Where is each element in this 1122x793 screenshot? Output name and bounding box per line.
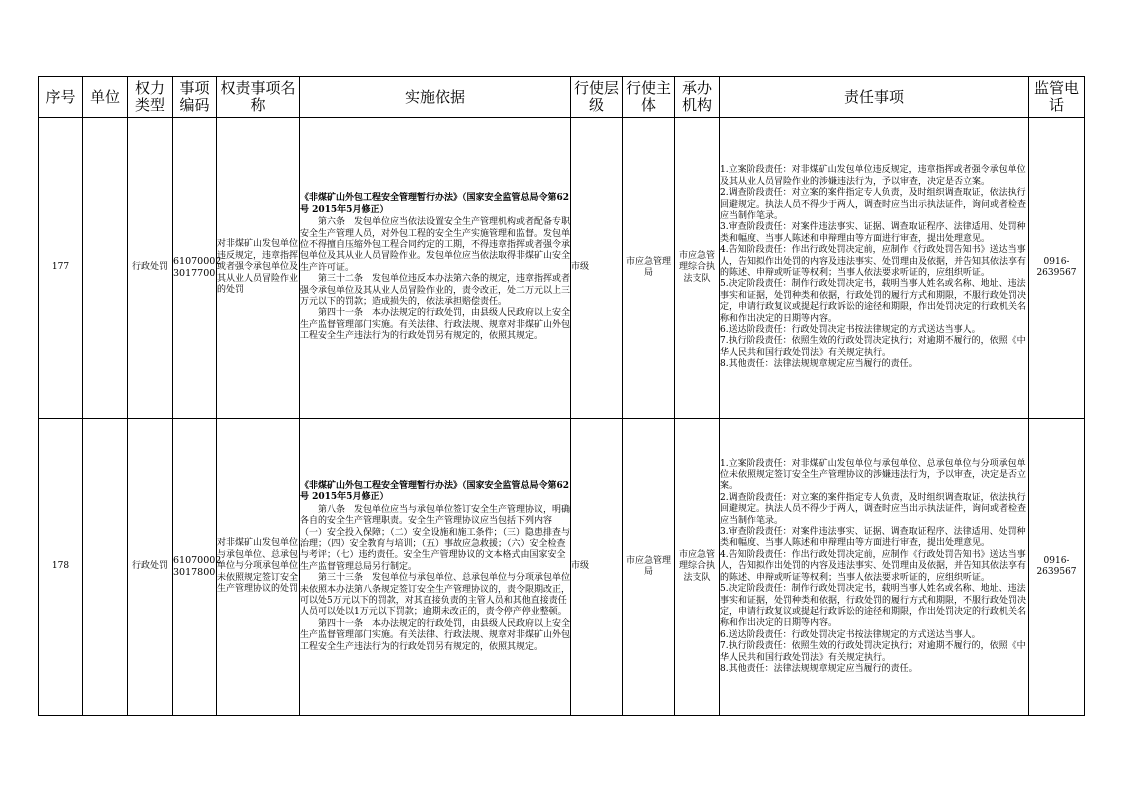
basis-title: 《非煤矿山外包工程安全管理暂行办法》（国家安全监管总局令第62号 2015年5月修正） [300,193,570,215]
responsibility-item: 2.调查阶段责任：对立案的案件指定专人负责，及时组织调查取证，依法执行回避规定。执法人员不得少于两人，调查时应当出示执法证件，询问或者检查应当制作笔录。 [720,492,1027,526]
cell-responsibility [720,118,1029,419]
cell-unit [83,118,128,419]
responsibility-item: 3.审查阶段责任：对案件违法事实、证据、调查取证程序、法律适用、处罚种类和幅度、当事人陈述和申辩理由等方面进行审查，提出处理意见。 [720,222,1026,244]
cell-subject: 市应急管理局 [623,118,675,419]
basis-paragraph: 第四十一条 本办法规定的行政处罚，由县级人民政府以上安全生产监督管理部门实施。有关法律、行政法规、规章对非煤矿山外包工程安全生产违法行为的行政处罚另有规定的，依照其规定。 [300,618,571,652]
responsibility-item: 6.送达阶段责任：行政处罚决定书按法律规定的方式送达当事人。 [720,629,981,640]
responsibility-item: 2.调查阶段责任：对立案的案件指定专人负责，及时组织调查取证，依法执行回避规定。执法人员不得少于两人，调查时应当出示执法证件，询问或者检查应当制作笔录。 [720,188,1027,221]
basis-paragraph: 第八条 发包单位应当与承包单位签订安全生产管理协议，明确各自的安全生产管理职责。安全生产管理协议应当包括下列内容（一）安全投入保障；（二）安全设施和施工条件；（三）隐患排查与治理；（四）安全教育与培训；（五）事故应急救援；（六）安全检查与考评；（七）违约责任。安全生产管理协议的文本格式由国家安全生产监督管理总局另行制定。 [300,504,571,572]
cell-level: 市级 [571,419,623,716]
cell-power-type: 行政处罚 [128,118,173,419]
cell-org: 市应急管理综合执法支队 [675,419,720,716]
header-item-code: 事项编码 [173,77,217,118]
responsibility-item: 7.执行阶段责任：依照生效的行政处罚决定执行；对逾期不履行的，依照《中华人民共和国行政处罚法》有关规定执行。 [720,336,1026,358]
responsibility-item: 4.告知阶段责任：作出行政处罚决定前，应制作《行政处罚告知书》送达当事人，告知拟作出处罚的内容及违法事实、处罚理由及依据，并告知其依法享有的陈述、申辩或听证等权利；当事人依法要求听证的，应组织听证。 [720,245,1027,278]
responsibility-item: 3.审查阶段责任：对案件违法事实、证据、调查取证程序、法律适用、处罚种类和幅度、当事人陈述和申辩理由等方面进行审查，提出处理意见。 [720,527,1026,549]
header-responsibility: 责任事项 [720,77,1029,118]
cell-phone: 0916-2639567 [1029,118,1085,419]
header-phone: 监管电话 [1029,77,1085,118]
cell-org: 市应急管理综合执法支队 [675,118,720,419]
header-seq: 序号 [39,77,83,118]
table-row [39,118,1085,419]
responsibility-item: 5.决定阶段责任：制作行政处罚决定书，载明当事人姓名或名称、地址、违法事实和证据，处罚种类和依据，行政处罚的履行方式和期限，不服行政处罚决定，申请行政复议或提起行政诉讼的途径和期限，作出处罚决定的行政机关名称和作出决定的日期等内容。 [720,584,1027,629]
header-basis: 实施依据 [300,77,571,118]
basis-paragraph: 第四十一条 本办法规定的行政处罚，由县级人民政府以上安全生产监督管理部门实施。有关法律、行政法规、规章对非煤矿山外包工程安全生产违法行为的行政处罚另有规定的，依照其规定。 [300,308,571,342]
cell-item-name: 对非煤矿山发包单位与承包单位、总承包单位与分项承包单位未依照规定签订安全生产管理协议的处罚 [217,419,300,716]
responsibility-item: 7.执行阶段责任：依照生效的行政处罚决定执行；对逾期不履行的，依照《中华人民共和国行政处罚法》有关规定执行。 [720,641,1026,663]
cell-level: 市级 [571,118,623,419]
basis-paragraph: 第三十三条 发包单位与承包单位、总承包单位与分项承包单位未依照本办法第八条规定签订安全生产管理协议的，责令限期改正，可以处5万元以下的罚款，对其直接负责的主管人员和其他直接责任人员可以处以1万元以下罚款；逾期未改正的，责令停产停业整顿。 [300,573,571,618]
header-unit: 单位 [83,77,128,118]
responsibility-item: 5.决定阶段责任：制作行政处罚决定书，载明当事人姓名或名称、地址、违法事实和证据，处罚种类和依据，行政处罚的履行方式和期限，不服行政处罚决定，申请行政复议或提起行政诉讼的途径和期限，作出处罚决定的行政机关名称和作出决定的日期等内容。 [720,279,1027,324]
power-responsibility-table [38,76,1085,716]
basis-title: 《非煤矿山外包工程安全管理暂行办法》（国家安全监管总局令第62号 2015年5月修正） [300,480,570,503]
responsibility-item: 4.告知阶段责任：作出行政处罚决定前，应制作《行政处罚告知书》送达当事人，告知拟作出处罚的内容及违法事实、处罚理由及依据，并告知其依法享有的陈述、申辩或听证等权利；当事人依法要求听证的，应组织听证。 [720,549,1027,583]
responsibility-item: 8.其他责任：法律法规规章规定应当履行的责任。 [720,359,918,370]
cell-unit [83,419,128,716]
cell-basis [300,118,571,419]
cell-item-code: 61070002 3017800 [173,419,217,716]
responsibility-item: 1.立案阶段责任：对非煤矿山发包单位违反规定，违章指挥或者强令承包单位及其从业人员冒险作业的涉嫌违法行为，予以审查，决定是否立案。 [720,165,1026,187]
basis-paragraph: 第六条 发包单位应当依法设置安全生产管理机构或者配备专职安全生产管理人员，对外包工程的安全生产实施管理和监督。发包单位不得擅自压缩外包工程合同约定的工期，不得违章指挥或者强令承包单位及其从业人员冒险作业。发包单位应当依法取得非煤矿山安全生产许可证。 [300,217,571,273]
responsibility-item: 8.其他责任：法律法规规章规定应当履行的责任。 [720,663,918,674]
cell-power-type: 行政处罚 [128,419,173,716]
cell-seq: 177 [39,118,83,419]
header-row [39,77,1085,118]
cell-phone: 0916-2639567 [1029,419,1085,716]
header-org: 承办机构 [675,77,720,118]
responsibility-item: 1.立案阶段责任：对非煤矿山发包单位与承包单位、总承包单位与分项承包单位未依照规定签订安全生产管理协议的涉嫌违法行为，予以审查，决定是否立案。 [720,458,1027,492]
header-power-type: 权力类型 [128,77,173,118]
cell-subject: 市应急管理局 [623,419,675,716]
cell-item-code: 61070002 3017700 [173,118,217,419]
responsibility-item: 6.送达阶段责任：行政处罚决定书按法律规定的方式送达当事人。 [720,325,981,336]
header-subject: 行使主体 [623,77,675,118]
header-level: 行使层级 [571,77,623,118]
cell-basis [300,419,571,716]
cell-item-name: 对非煤矿山发包单位违反规定，违章指挥或者强令承包单位及其从业人员冒险作业的处罚 [217,118,300,419]
basis-paragraph: 第三十二条 发包单位违反本办法第六条的规定，违章指挥或者强令承包单位及其从业人员冒险作业的，责令改正，处二万元以上三万元以下的罚款；造成损失的，依法承担赔偿责任。 [300,274,571,308]
table-row [39,419,1085,716]
header-item-name: 权责事项名称 [217,77,300,118]
cell-responsibility [720,419,1029,716]
cell-seq: 178 [39,419,83,716]
